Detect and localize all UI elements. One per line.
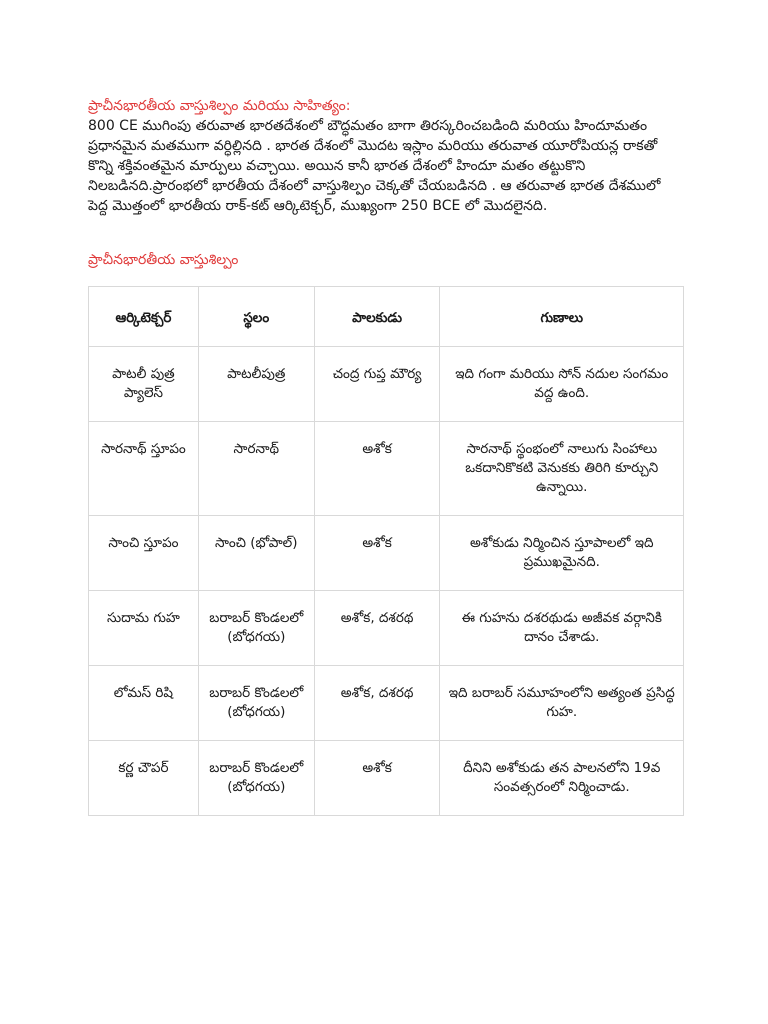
cell-place: బరాబర్ కొండలలో (బోధగయ) [198,666,314,741]
table-row [89,516,684,591]
architecture-table [88,286,684,816]
cell-architecture: పాటలీ పుత్ర ప్యాలెస్ [89,347,199,422]
cell-ruler: అశోక [314,741,440,816]
cell-ruler: అశోక [314,422,440,516]
header-ruler: పాలకుడు [314,287,440,347]
table-row [89,347,684,422]
intro-paragraph: 800 CE ముగింపు తరువాత భారతదేశంలో బౌద్ధమతం బాగా తిరస్కరించబడింది మరియు హిందూమతం ప్రధానమైన మతముగా వర్ధిల్లినది . భారత దేశంలో మొదట ఇస్లాం మరియు తరువాత యూరోపియన్ల రాకతో కొన్ని శక్తివంతమైన మార్పులు వచ్చాయి. అయిన కానీ భారత దేశంలో హిందూ మతం తట్టుకొని నిలబడినది.ప్రారంభలో భారతీయ దేశంలో వాస్తుశిల్పం చెక్కతో చేయబడినది . ఆ తరువాత భారత దేశములో పెద్ద మొత్తంలో భారతీయ రాక్-కట్ ఆర్కిటెక్చర్, ముఖ్యంగా 250 BCE లో మొదలైనది. [88,118,661,214]
table-header-row [89,287,684,347]
cell-ruler: అశోక [314,516,440,591]
cell-place: సారనాథ్ [198,422,314,516]
cell-architecture: సుదామ గుహ [89,591,199,666]
cell-ruler: అశోక, దశరథ [314,666,440,741]
header-place: స్థలం [198,287,314,347]
cell-ruler: అశోక, దశరథ [314,591,440,666]
cell-architecture: కర్ణ చౌపర్ [89,741,199,816]
cell-features: ఈ గుహను దశరథుడు అజీవక వర్గానికి దానం చేశాడు. [440,591,684,666]
cell-architecture: లోమస్ రిషి [89,666,199,741]
header-features: గుణాలు [440,287,684,347]
cell-features: అశోకుడు నిర్మించిన స్తూపాలలో ఇది ప్రముఖమైనది. [440,516,684,591]
header-architecture: ఆర్కిటెక్చర్ [89,287,199,347]
cell-features: సారనాథ్ స్థంభంలో నాలుగు సింహాలు ఒకదానికొకటి వెనుకకు తిరిగి కూర్చుని ఉన్నాయి. [440,422,684,516]
table-row [89,591,684,666]
cell-place: సాంచి (భోపాల్) [198,516,314,591]
cell-ruler: చంద్ర గుప్త మౌర్య [314,347,440,422]
document-page [88,96,684,816]
cell-features: దీనిని అశోకుడు తన పాలనలోని 19వ సంవత్సరంలో నిర్మించాడు. [440,741,684,816]
cell-place: పాటలీపుత్ర [198,347,314,422]
table-row [89,741,684,816]
cell-place: బరాబర్ కొండలలో (బోధగయ) [198,591,314,666]
cell-features: ఇది గంగా మరియు సోన్ నదుల సంగమం వద్ద ఉంది. [440,347,684,422]
section-heading-architecture: ప్రాచీనభారతీయ వాస్తుశిల్పం [88,252,239,268]
table-row [89,666,684,741]
table-row [89,422,684,516]
cell-architecture: సాంచి స్తూపం [89,516,199,591]
cell-architecture: సారనాథ్ స్తూపం [89,422,199,516]
cell-place: బరాబర్ కొండలలో (బోధగయ) [198,741,314,816]
section-heading-literature: ప్రాచీనభారతీయ వాస్తుశిల్పం మరియు సాహిత్యం: [88,98,351,114]
cell-features: ఇది బరాబర్ సమూహంలోని అత్యంత ప్రసిద్ధ గుహ. [440,666,684,741]
